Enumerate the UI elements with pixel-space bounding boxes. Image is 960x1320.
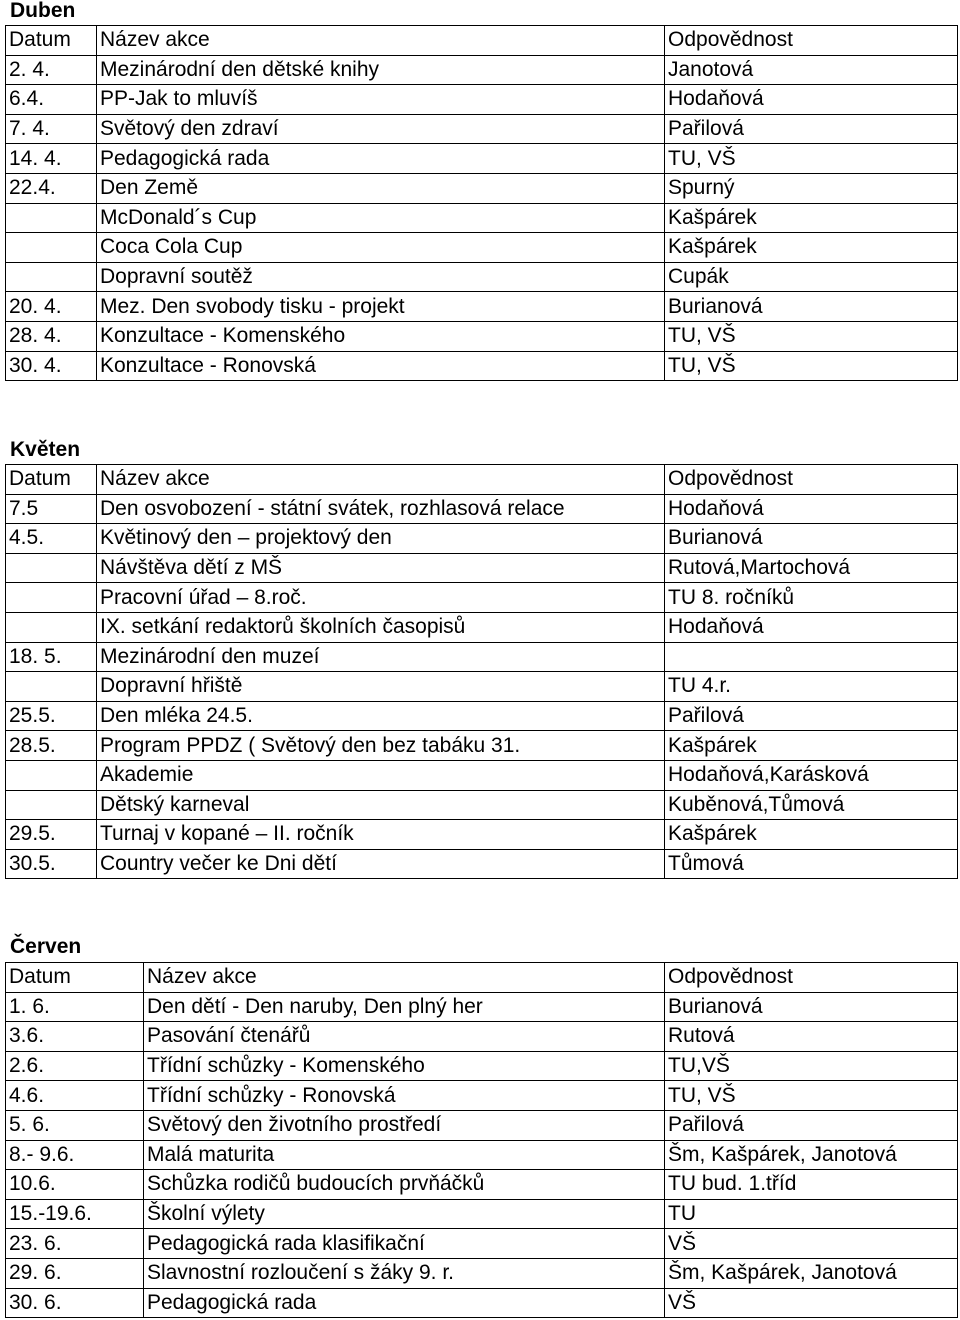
cell-responsibility: Spurný (665, 173, 958, 203)
table-row (6, 262, 958, 292)
cell-event: Dětský karneval (97, 790, 665, 820)
table-row (6, 820, 958, 850)
cell-date: 30. 4. (6, 351, 97, 381)
cell-event: Světový den životního prostředí (144, 1110, 665, 1140)
table-row (6, 1051, 958, 1081)
header-responsibility: Odpovědnost (665, 963, 958, 993)
header-event: Název akce (97, 465, 665, 495)
table-row (6, 731, 958, 761)
cell-responsibility: Pařilová (665, 1110, 958, 1140)
cell-date: 25.5. (6, 701, 97, 731)
header-responsibility: Odpovědnost (665, 26, 958, 56)
table-row (6, 553, 958, 583)
cell-responsibility: Janotová (665, 55, 958, 85)
cell-date (6, 760, 97, 790)
cell-event: Program PPDZ ( Světový den bez tabáku 31. (97, 731, 665, 761)
table-header-row (6, 26, 958, 56)
cell-event: Akademie (97, 760, 665, 790)
cell-date: 4.5. (6, 524, 97, 554)
cell-event: Den mléka 24.5. (97, 701, 665, 731)
cell-responsibility: Rutová (665, 1022, 958, 1052)
cell-responsibility: Kašpárek (665, 820, 958, 850)
cell-responsibility: Pařilová (665, 114, 958, 144)
cell-event: Konzultace - Komenského (97, 321, 665, 351)
cell-date: 20. 4. (6, 292, 97, 322)
table-header-row (6, 465, 958, 495)
cell-event: PP-Jak to mluvíš (97, 85, 665, 115)
cell-date (6, 203, 97, 233)
table-row (6, 790, 958, 820)
cell-responsibility: VŠ (665, 1288, 958, 1318)
cell-date: 14. 4. (6, 144, 97, 174)
cell-date: 8.- 9.6. (6, 1140, 144, 1170)
cell-date: 7. 4. (6, 114, 97, 144)
table-row (6, 612, 958, 642)
cell-responsibility: TU, VŠ (665, 321, 958, 351)
cell-date: 1. 6. (6, 992, 144, 1022)
cell-responsibility: TU 8. ročníků (665, 583, 958, 613)
cell-date: 22.4. (6, 173, 97, 203)
cell-event: Pedagogická rada (144, 1288, 665, 1318)
table-row (6, 1199, 958, 1229)
section-title-cerven: Červen (10, 935, 82, 958)
cell-date (6, 233, 97, 263)
table-row (6, 1258, 958, 1288)
table-row (6, 672, 958, 702)
cell-date: 28. 4. (6, 321, 97, 351)
cell-responsibility: Kuběnová,Tůmová (665, 790, 958, 820)
table-header-row (6, 963, 958, 993)
cell-event: Schůzka rodičů budoucích prvňáčků (144, 1170, 665, 1200)
cell-event: Květinový den – projektový den (97, 524, 665, 554)
header-date: Datum (6, 465, 97, 495)
cell-responsibility: Hodaňová (665, 85, 958, 115)
cell-event: IX. setkání redaktorů školních časopisů (97, 612, 665, 642)
cell-date (6, 612, 97, 642)
cell-responsibility: Burianová (665, 992, 958, 1022)
header-event: Název akce (144, 963, 665, 993)
cell-date: 30.5. (6, 849, 97, 879)
table-row (6, 292, 958, 322)
cell-event: Mez. Den svobody tisku - projekt (97, 292, 665, 322)
cell-date (6, 583, 97, 613)
cell-date: 28.5. (6, 731, 97, 761)
cell-responsibility: TU, VŠ (665, 144, 958, 174)
section-title-kveten: Květen (10, 438, 81, 461)
schedule-table-cerven (5, 962, 958, 1318)
header-responsibility: Odpovědnost (665, 465, 958, 495)
cell-event: Pedagogická rada klasifikační (144, 1229, 665, 1259)
cell-event: Dopravní soutěž (97, 262, 665, 292)
cell-event: Den Země (97, 173, 665, 203)
cell-date: 23. 6. (6, 1229, 144, 1259)
cell-responsibility: Pařilová (665, 701, 958, 731)
cell-responsibility: TU 4.r. (665, 672, 958, 702)
cell-event: Slavnostní rozloučení s žáky 9. r. (144, 1258, 665, 1288)
cell-event: Školní výlety (144, 1199, 665, 1229)
cell-event: Den dětí - Den naruby, Den plný her (144, 992, 665, 1022)
table-row (6, 642, 958, 672)
cell-date (6, 672, 97, 702)
cell-date: 18. 5. (6, 642, 97, 672)
table-row (6, 233, 958, 263)
cell-date: 15.-19.6. (6, 1199, 144, 1229)
table-row (6, 1081, 958, 1111)
cell-event: Třídní schůzky - Komenského (144, 1051, 665, 1081)
cell-date: 3.6. (6, 1022, 144, 1052)
cell-event: Turnaj v kopané – II. ročník (97, 820, 665, 850)
cell-date: 29.5. (6, 820, 97, 850)
cell-date: 5. 6. (6, 1110, 144, 1140)
cell-responsibility: TU bud. 1.tříd (665, 1170, 958, 1200)
table-row (6, 1229, 958, 1259)
cell-event: Country večer ke Dni dětí (97, 849, 665, 879)
table-row (6, 701, 958, 731)
table-row (6, 760, 958, 790)
cell-responsibility: Tůmová (665, 849, 958, 879)
cell-date: 6.4. (6, 85, 97, 115)
cell-date: 30. 6. (6, 1288, 144, 1318)
cell-responsibility: Kašpárek (665, 731, 958, 761)
cell-responsibility: Burianová (665, 292, 958, 322)
cell-responsibility: TU,VŠ (665, 1051, 958, 1081)
table-row (6, 321, 958, 351)
table-row (6, 173, 958, 203)
cell-responsibility: Kašpárek (665, 203, 958, 233)
cell-date (6, 553, 97, 583)
cell-event: Den osvobození - státní svátek, rozhlasová relace (97, 494, 665, 524)
cell-event: Třídní schůzky - Ronovská (144, 1081, 665, 1111)
cell-responsibility: Hodaňová (665, 494, 958, 524)
table-row (6, 144, 958, 174)
cell-event: McDonald´s Cup (97, 203, 665, 233)
cell-event: Malá maturita (144, 1140, 665, 1170)
table-row (6, 1288, 958, 1318)
cell-event: Pasování čtenářů (144, 1022, 665, 1052)
table-row (6, 583, 958, 613)
table-row (6, 524, 958, 554)
cell-responsibility: Hodaňová,Karásková (665, 760, 958, 790)
header-event: Název akce (97, 26, 665, 56)
cell-event: Mezinárodní den dětské knihy (97, 55, 665, 85)
table-row (6, 351, 958, 381)
table-row (6, 114, 958, 144)
table-row (6, 494, 958, 524)
cell-responsibility: VŠ (665, 1229, 958, 1259)
cell-responsibility: Šm, Kašpárek, Janotová (665, 1258, 958, 1288)
cell-date: 2.6. (6, 1051, 144, 1081)
cell-date: 4.6. (6, 1081, 144, 1111)
table-row (6, 1170, 958, 1200)
table-row (6, 203, 958, 233)
header-date: Datum (6, 26, 97, 56)
cell-date: 2. 4. (6, 55, 97, 85)
table-row (6, 85, 958, 115)
cell-event: Pracovní úřad – 8.roč. (97, 583, 665, 613)
cell-date: 10.6. (6, 1170, 144, 1200)
cell-responsibility: Kašpárek (665, 233, 958, 263)
cell-date (6, 262, 97, 292)
cell-responsibility: TU (665, 1199, 958, 1229)
cell-responsibility: TU, VŠ (665, 351, 958, 381)
table-row (6, 55, 958, 85)
cell-date: 29. 6. (6, 1258, 144, 1288)
section-title-duben: Duben (10, 0, 76, 22)
table-row (6, 1110, 958, 1140)
table-row (6, 1022, 958, 1052)
cell-event: Coca Cola Cup (97, 233, 665, 263)
cell-event: Světový den zdraví (97, 114, 665, 144)
cell-responsibility: Burianová (665, 524, 958, 554)
cell-responsibility: Hodaňová (665, 612, 958, 642)
cell-responsibility (665, 642, 958, 672)
table-row (6, 849, 958, 879)
cell-event: Dopravní hřiště (97, 672, 665, 702)
cell-event: Pedagogická rada (97, 144, 665, 174)
cell-responsibility: Šm, Kašpárek, Janotová (665, 1140, 958, 1170)
table-row (6, 992, 958, 1022)
cell-responsibility: Cupák (665, 262, 958, 292)
cell-date (6, 790, 97, 820)
cell-event: Návštěva dětí z MŠ (97, 553, 665, 583)
table-row (6, 1140, 958, 1170)
schedule-table-duben (5, 25, 958, 381)
cell-date: 7.5 (6, 494, 97, 524)
cell-event: Konzultace - Ronovská (97, 351, 665, 381)
header-date: Datum (6, 963, 144, 993)
cell-event: Mezinárodní den muzeí (97, 642, 665, 672)
cell-responsibility: Rutová,Martochová (665, 553, 958, 583)
cell-responsibility: TU, VŠ (665, 1081, 958, 1111)
schedule-table-kveten (5, 464, 958, 879)
